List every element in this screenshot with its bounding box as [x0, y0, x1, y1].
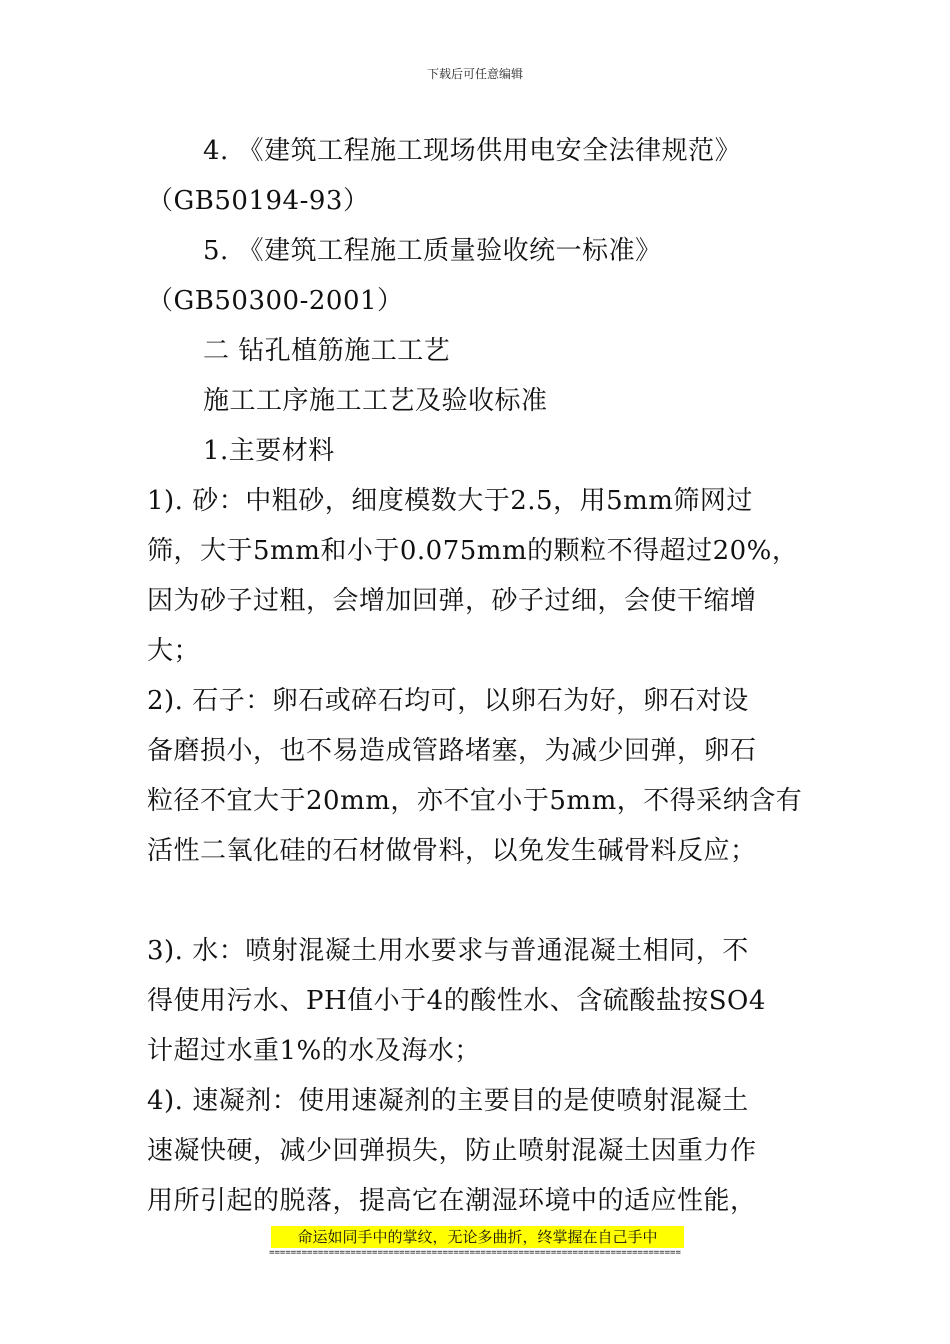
reference-4-code: （GB50194-93）	[147, 186, 370, 216]
paragraph-gap	[147, 876, 807, 926]
paragraph-line: 粒径不宜大于20mm，亦不宜小于5mm，不得采纳含有	[147, 786, 803, 816]
paragraph-line: 因为砂子过粗，会增加回弹，砂子过细，会使干缩增	[147, 586, 757, 616]
page-header: 下载后可任意编辑	[426, 67, 523, 81]
reference-5-code: （GB50300-2001）	[147, 286, 404, 316]
footer-motto: 命运如同手中的掌纹，无论多曲折，终掌握在自己手中	[271, 1226, 684, 1248]
paragraph-line: 计超过水重1%的水及海水；	[147, 1036, 481, 1066]
subsection-heading: 施工工序施工工艺及验收标准	[203, 386, 548, 416]
section-heading: 二 钻孔植筋施工工艺	[203, 336, 451, 366]
materials-heading: 1.主要材料	[203, 436, 335, 466]
paragraph-line: 4). 速凝剂：使用速凝剂的主要目的是使喷射混凝土	[147, 1086, 749, 1116]
paragraph-line: 用所引起的脱落，提高它在潮湿环境中的适应性能，	[147, 1186, 757, 1216]
paragraph-line: 活性二氧化硅的石材做骨料，以免发生碱骨料反应；	[147, 836, 757, 866]
paragraph-line: 1). 砂：中粗砂，细度模数大于2.5，用5mm筛网过	[147, 486, 753, 516]
reference-4: 4. 《建筑工程施工现场供用电安全法律规范》	[203, 136, 742, 166]
reference-5: 5. 《建筑工程施工质量验收统一标准》	[203, 236, 662, 266]
paragraph-line: 备磨损小，也不易造成管路堵塞，为减少回弹，卵石	[147, 736, 757, 766]
paragraph-line: 筛，大于5mm和小于0.075mm的颗粒不得超过20%，	[147, 536, 799, 566]
paragraph-line: 大；	[147, 636, 201, 666]
paragraph-line: 3). 水：喷射混凝土用水要求与普通混凝土相同，不	[147, 936, 749, 966]
paragraph-line: 得使用污水、PH值小于4的酸性水、含硫酸盐按SO4	[147, 986, 766, 1016]
footer-divider: ============================================================================	[269, 1248, 681, 1258]
paragraph-line: 速凝快硬，减少回弹损失，防止喷射混凝土因重力作	[147, 1136, 757, 1166]
document-body	[147, 126, 807, 1226]
paragraph-line: 2). 石子：卵石或碎石均可，以卵石为好，卵石对设	[147, 686, 749, 716]
